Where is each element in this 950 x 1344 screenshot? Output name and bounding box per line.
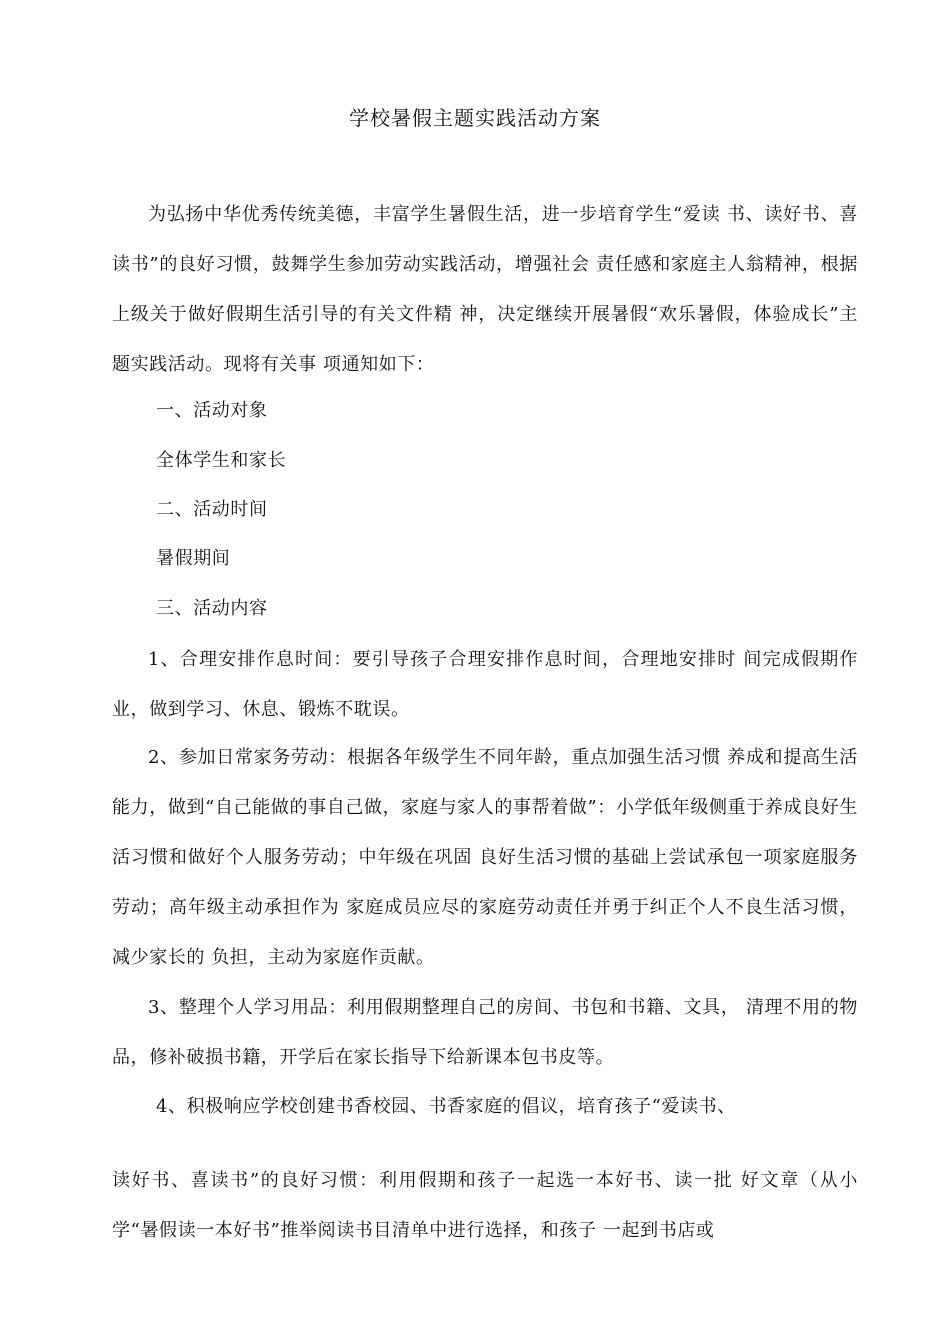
content-item-4-continued: 读好书、喜读书”的良好习惯：利用假期和孩子一起选一本好书、读一批 好文章（从小学“暑假读一本好书”推举阅读书目清单中进行选择，和孩子 一起到书店或 [112, 1170, 858, 1241]
content-item-1: 1、合理安排作息时间：要引导孩子合理安排作息时间，合理地安排时 间完成假期作业，做到学习、休息、锻炼不耽误。 [112, 649, 858, 720]
section-heading-time: 二、活动时间 [156, 499, 268, 520]
intro-paragraph: 为弘扬中华优秀传统美德，丰富学生暑假生活，进一步培育学生“爱读 书、读好书、喜读书”的良好习惯，鼓舞学生参加劳动实践活动，增强社会 责任感和家庭主人翁精神，根据上级关于做好假期生活引导的有关文件精 神，决定继续开展暑假“欢乐暑假，体验成长”主题实践活动。现将有关事 项通知如下： [112, 204, 858, 375]
content-item-4-first-line: 4、积极响应学校创建书香校园、书香家庭的倡议，培育孩子“爱读书、 [156, 1096, 736, 1117]
document-title: 学校暑假主题实践活动方案 [349, 106, 601, 130]
content-item-2: 2、参加日常家务劳动：根据各年级学生不同年龄，重点加强生活习惯 养成和提高生活能力，做到“自己能做的事自己做，家庭与家人的事帮着做”：小学低年级侧重于养成良好生活习惯和做好个人服务劳动；中年级在巩固 良好生活习惯的基础上尝试承包一项家庭服务劳动；高年级主动承担作为 家庭成员应尽的家庭劳动责任并勇于纠正个人不良生活习惯，减少家长的 负担，主动为家庭作贡献。 [112, 747, 858, 968]
section-body-time: 暑假期间 [156, 548, 231, 569]
section-heading-target: 一、活动对象 [156, 400, 268, 421]
section-body-target: 全体学生和家长 [156, 450, 287, 471]
content-item-3: 3、整理个人学习用品：利用假期整理自己的房间、书包和书籍、文具， 清理不用的物品，修补破损书籍，开学后在家长指导下给新课本包书皮等。 [112, 997, 858, 1068]
section-heading-content: 三、活动内容 [156, 598, 268, 619]
